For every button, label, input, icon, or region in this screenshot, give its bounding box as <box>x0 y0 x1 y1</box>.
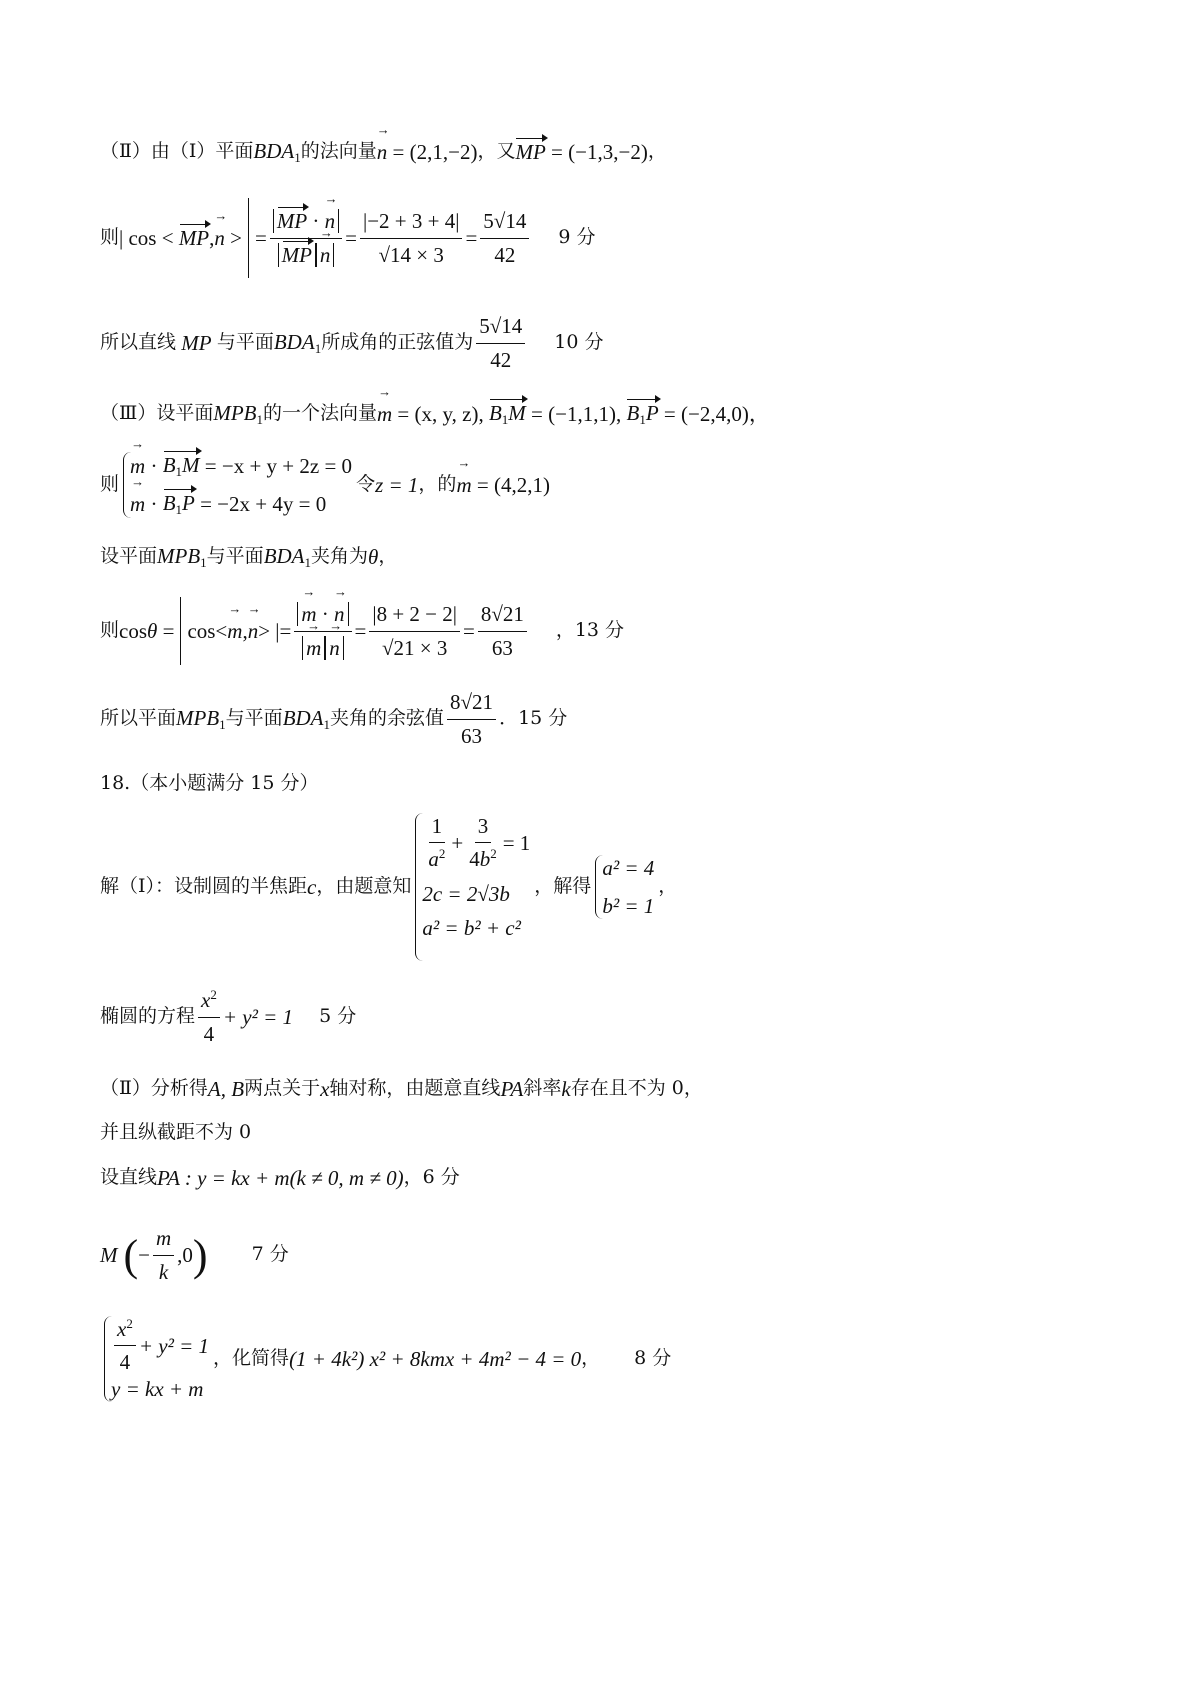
q18-result-brace <box>595 855 654 919</box>
part2-end: ， <box>647 140 667 163</box>
m-point-label: M <box>100 1242 118 1267</box>
q18-eq1: $\frac{1}{a^2}$ + $\frac{3}{4b^2}$ = 1 <box>428 814 531 872</box>
let-text: 令 <box>356 473 376 496</box>
cos-theta-fraction-1: $\frac{m \to \cdot n \to}{m \to n}$ → <box>294 601 351 661</box>
simplified-equation: (1 + 4k²) x² + 8kmx + 4m² − 4 = 0 <box>289 1346 582 1371</box>
system1-prefix: 则 <box>100 473 120 496</box>
system2-brace <box>104 1316 209 1402</box>
cos-mp-n-line: 则 | cos < MP,n → > = $\frac{MP \cdot n \to}{\text{MP n}}$ → = $\frac{|-2 + 3 + 4|}{√14 \times 3}$ = $\frac{5√14}{42}$ 9 分 <box>100 198 595 278</box>
score-9: 9 分 <box>558 226 596 249</box>
system1-line: 则 m → · $B_1M$ = −x + y + 2z = 0 m → · $B_1P$ = −2x + 4y = 0 令 z = 1 ，的 m → = (4,2,1) <box>100 450 550 520</box>
part3-line: （Ⅲ）设平面 $MPB_1$ 的一个法向量 m → = (x, y, z), $B_1M$ = (−1,1,1), $B_1P$ = (−2,4,0)， <box>100 400 770 428</box>
system1-eq1: m → · $B_1M$ = −x + y + 2z = 0 <box>130 452 352 480</box>
sine-text1: 所以直线 <box>100 331 177 354</box>
cos-final-text3: 夹角的余弦值 <box>330 707 445 730</box>
cos-prefix: 则 <box>100 226 120 249</box>
q18-eq2: 2c = 2√3b <box>422 881 510 906</box>
system1-eq2: m → · $B_1P$ = −2x + 4y = 0 <box>130 490 352 518</box>
part2b-line1: （Ⅱ）分析得 A, B 两点关于 x 轴对称，由题意直线 PA 斜率 k 存在且不为 0， <box>100 1077 703 1101</box>
system2-eq1: $\frac{x^2}{4}$ + y² = 1 <box>111 1316 209 1376</box>
abs-bar-left <box>180 597 181 665</box>
abs-bar-right <box>248 198 249 278</box>
theta-line: 设平面 $MPB_1$ 与平面 $BDA_1$ 夹角为 θ ， <box>100 544 398 570</box>
part2-and: ，又 <box>477 140 516 163</box>
cos-final-fraction: $\frac{8√21}{63}$ <box>447 689 496 749</box>
simplify-text: ，化简得 <box>213 1347 290 1370</box>
question-18-title: 18.（本小题满分 15 分） <box>100 772 319 794</box>
ellipse-line <box>100 986 356 1048</box>
sine-text3: 所成角的正弦值为 <box>321 331 474 354</box>
system1-brace <box>123 452 352 518</box>
q18-system-brace <box>415 813 530 961</box>
cos-final-text1: 所以平面 <box>100 707 177 730</box>
let-value: z = 1 <box>375 472 419 497</box>
cos-theta-line: 则 cosθ = cos<m →,n →> |= $\frac{m \to \cdot n \to}{m \to n}$ → = $\frac{|8 + 2 - 2|}{√21 \times 3}$ = $\frac{8√21}{63}$ ，13 分 <box>100 596 624 666</box>
theta-text3: 夹角为 <box>311 545 369 568</box>
q18-eq3: a² = b² + c² <box>422 915 521 940</box>
score-15: ．15 分 <box>499 707 568 730</box>
mp-value: = (−1,3,−2) <box>545 140 648 164</box>
get-text: ，的 <box>418 473 457 496</box>
part3-lead: （Ⅲ）设平面 <box>100 402 214 425</box>
m-point-fraction: $\frac{m}{k}$ <box>153 1225 174 1285</box>
q18-by-text: ，由题意知 <box>316 875 412 898</box>
cos-final-line: 所以平面 $MPB_1$ 与平面 $BDA_1$ 夹角的余弦值 $\frac{8√21}{63}$ ．15 分 <box>100 690 568 748</box>
part2-mid: 的法向量 <box>300 140 377 163</box>
part2-line <box>100 138 667 166</box>
plane-bda1-2: $BDA_1$ <box>273 329 322 356</box>
system2-eq2: y = kx + m <box>111 1376 204 1401</box>
score-7: 7 分 <box>251 1243 289 1266</box>
cos-theta-prefix: 则 <box>100 619 120 642</box>
cos-final-text2: 与平面 <box>225 707 283 730</box>
m-point-line: M ( − $\frac{m}{k}$ ,0 ) 7 分 <box>100 1226 289 1284</box>
sine-fraction: $\frac{5√14}{42}$ <box>476 313 525 373</box>
system2-line: $\frac{x^2}{4}$ + y² = 1 y = kx + m ，化简得 (1 + 4k²) x² + 8kmx + 4m² − 4 = 0 ， 8 分 <box>100 1314 671 1404</box>
part2-lead: （Ⅱ）由（Ⅰ）平面 <box>100 140 254 163</box>
theta-symbol: θ <box>368 545 379 569</box>
cos-theta-fraction-2: $\frac{|8 + 2 - 2|}{√21 \times 3}$ <box>369 601 460 661</box>
vector-n: n → <box>377 139 388 165</box>
score-5: 5 分 <box>319 1005 357 1028</box>
score-8: 8 分 <box>634 1347 672 1370</box>
part2b-line2: 并且纵截距不为 0 <box>100 1121 252 1143</box>
theta-text2: 与平面 <box>206 545 264 568</box>
vector-b1p: $B_1P$ <box>626 401 659 427</box>
ellipse-fraction: $\frac{x^2}{4}$ <box>198 987 220 1047</box>
plane-mpb1: $MPB_1$ <box>213 401 263 427</box>
q18-system-line: 解（Ⅰ）：设制圆的半焦距 c ，由题意知 $\frac{1}{a^2}$ + $\frac{3}{4b^2}$ = 1 2c = 2√3b a² = b² + c² ，解得 a² = 4 b² = 1 ， <box>100 812 677 962</box>
cos-fraction-1: $\frac{MP \cdot n \to}{\text{MP n}}$ → <box>270 208 342 268</box>
score-10: 10 分 <box>554 331 604 354</box>
result-b2: b² = 1 <box>602 893 655 918</box>
plane-bda1: $BDA_1$ <box>253 139 301 165</box>
cos-abs-left: | cos < MP,n → > <box>119 225 242 251</box>
sine-line <box>100 312 603 374</box>
sine-text2: 与平面 <box>216 331 274 354</box>
var-c: c <box>307 874 317 899</box>
ellipse-text: 椭圆的方程 <box>100 1005 196 1028</box>
q18-solve-text: 解（Ⅰ）：设制圆的半焦距 <box>100 875 308 898</box>
result-a2: a² = 4 <box>602 856 655 880</box>
cos-fraction-2: $\frac{|-2 + 3 + 4|}{√14 \times 3}$ <box>360 208 462 268</box>
q18-solve-result: ，解得 <box>534 875 592 898</box>
theta-text1: 设平面 <box>100 545 158 568</box>
part3-mid: 的一个法向量 <box>262 402 377 425</box>
score-13: ，13 分 <box>555 619 625 642</box>
cos-fraction-3: $\frac{5√14}{42}$ <box>480 208 529 268</box>
vector-b1m: $B_1M$ <box>488 401 526 427</box>
n-value: = (2,1,−2) <box>387 140 478 164</box>
vector-m: m → <box>377 401 392 427</box>
cos-theta-fraction-3: $\frac{8√21}{63}$ <box>478 601 527 661</box>
line-mp: MP <box>176 330 217 355</box>
vector-mp: MP <box>515 140 546 164</box>
ellipse-rhs: + y² = 1 <box>222 1004 294 1029</box>
part2b-line3: 设直线 PA : y = kx + m (k ≠ 0, m ≠ 0) ，6 分 <box>100 1166 460 1190</box>
